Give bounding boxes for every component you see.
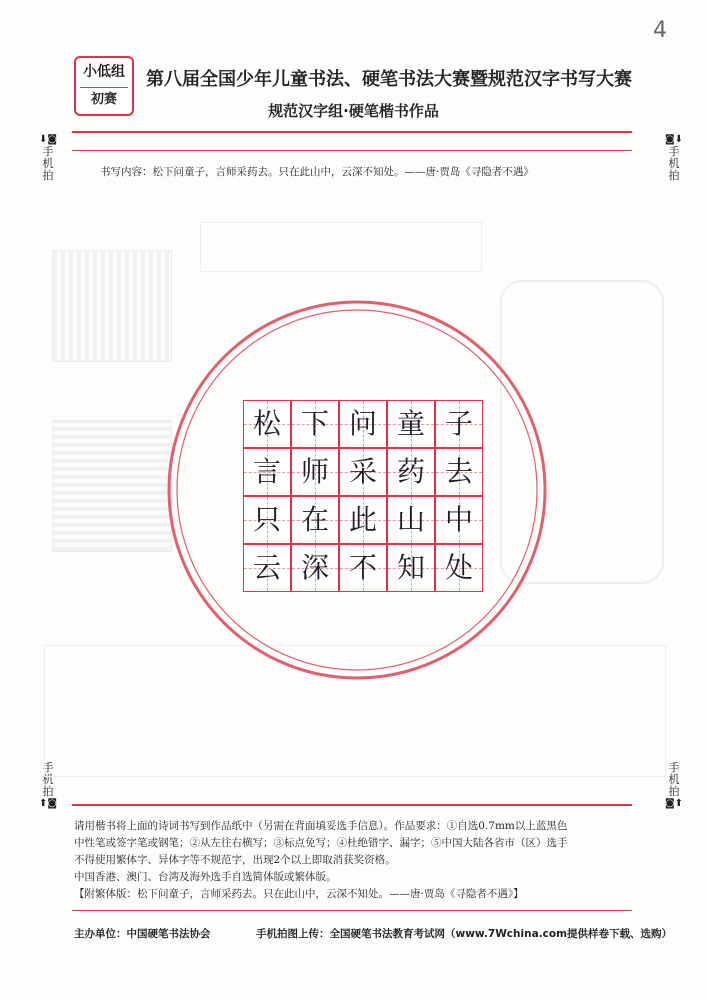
grid-character: 去 xyxy=(444,455,473,488)
grid-character: 此 xyxy=(348,503,377,536)
grid-character: 下 xyxy=(300,407,329,440)
side-label-top-left: ⬇◙ 手机拍 xyxy=(34,134,62,182)
content-label: 书写内容： xyxy=(100,166,153,178)
grid-character: 问 xyxy=(348,407,377,440)
grid-cell xyxy=(291,400,339,448)
side-label-bottom-right: 手机拍 ◙⬆ xyxy=(660,762,688,810)
grid-cell xyxy=(387,400,435,448)
grid-character: 师 xyxy=(300,455,329,488)
grid-character: 只 xyxy=(252,503,281,536)
camera-icon: ⬆◙ xyxy=(38,798,58,809)
badge-round-label: 初赛 xyxy=(90,92,117,107)
grid-cell xyxy=(435,448,483,496)
grid-character: 童 xyxy=(396,407,425,440)
grid-cell xyxy=(291,496,339,544)
grid-character: 中 xyxy=(444,503,473,536)
grid-character: 言 xyxy=(252,455,281,488)
grid-cell xyxy=(243,496,291,544)
grid-cell xyxy=(387,448,435,496)
grid-character: 云 xyxy=(252,551,281,584)
grid-cell xyxy=(243,448,291,496)
grid-character: 不 xyxy=(348,551,377,584)
content-text: 松下问童子，言师采药去。只在此山中，云深不知处。——唐·贾岛《寻隐者不遇》 xyxy=(152,166,534,178)
footer-organizer: 主办单位：中国硬笔书法协会 xyxy=(74,928,211,940)
grid-character: 知 xyxy=(396,551,425,584)
side-label-bottom-left: 手机拍 ⬆◙ xyxy=(34,762,62,810)
grid-character: 在 xyxy=(300,503,329,536)
grid-cell xyxy=(291,544,339,592)
grid-cell xyxy=(243,400,291,448)
grid-cell xyxy=(339,496,387,544)
grid-cell xyxy=(435,496,483,544)
grid-character: 深 xyxy=(300,551,329,584)
grid-cell xyxy=(339,544,387,592)
grid-character: 子 xyxy=(444,407,473,440)
requirement-line: 请用楷书将上面的诗词书写到作品纸中（另需在背面填妥选手信息）。作品要求：①自选0.7mm以上蓝黑色 xyxy=(74,820,568,832)
handwritten-corner-note: 4 xyxy=(653,18,667,43)
camera-icon: ◙⬇ xyxy=(664,134,684,145)
requirement-line: 中性笔或签字笔或钢笔；②从左往右横写；③标点免写；④杜绝错字、漏字；⑤中国大陆各省市（区）选手 xyxy=(74,837,568,849)
requirement-line: 中国香港、澳门、台湾及海外选手自选简体版或繁体版。 xyxy=(74,871,337,883)
grid-cell xyxy=(435,400,483,448)
grid-cell xyxy=(243,544,291,592)
grid-cell xyxy=(339,400,387,448)
page-title: 第八届全国少年儿童书法、硬笔书法大赛暨规范汉字书写大赛 xyxy=(146,69,632,90)
grid-character: 山 xyxy=(396,503,425,536)
camera-icon: ⬇◙ xyxy=(38,134,58,145)
grid-character: 处 xyxy=(444,551,473,584)
requirements-block xyxy=(74,818,654,903)
grid-cell xyxy=(339,448,387,496)
requirement-line: 不得使用繁体字、异体字等不规范字，出现2个以上即取消获奖资格。 xyxy=(74,854,396,866)
grid-cell xyxy=(387,496,435,544)
grid-character: 药 xyxy=(396,455,425,488)
grid-cell xyxy=(291,448,339,496)
grid-cell xyxy=(387,544,435,592)
footer-upload: 手机拍图上传：全国硬笔书法教育考试网（www.7Wchina.com提供样卷下载、选购） xyxy=(256,928,673,940)
writing-grid xyxy=(243,400,483,592)
page-subtitle: 规范汉字组·硬笔楷书作品 xyxy=(268,102,439,120)
grid-character: 松 xyxy=(252,407,281,440)
grid-character: 采 xyxy=(348,455,377,488)
grid-cell xyxy=(435,544,483,592)
badge-group-label: 小低组 xyxy=(83,64,125,80)
requirement-line: 【附繁体版：松下问童子，言师采药去。只在此山中，云深不知处。——唐·贾岛《寻隐者不遇》】 xyxy=(74,888,524,900)
camera-icon: ◙⬆ xyxy=(664,798,684,809)
side-label-top-right: ◙⬇ 手机拍 xyxy=(660,134,688,182)
